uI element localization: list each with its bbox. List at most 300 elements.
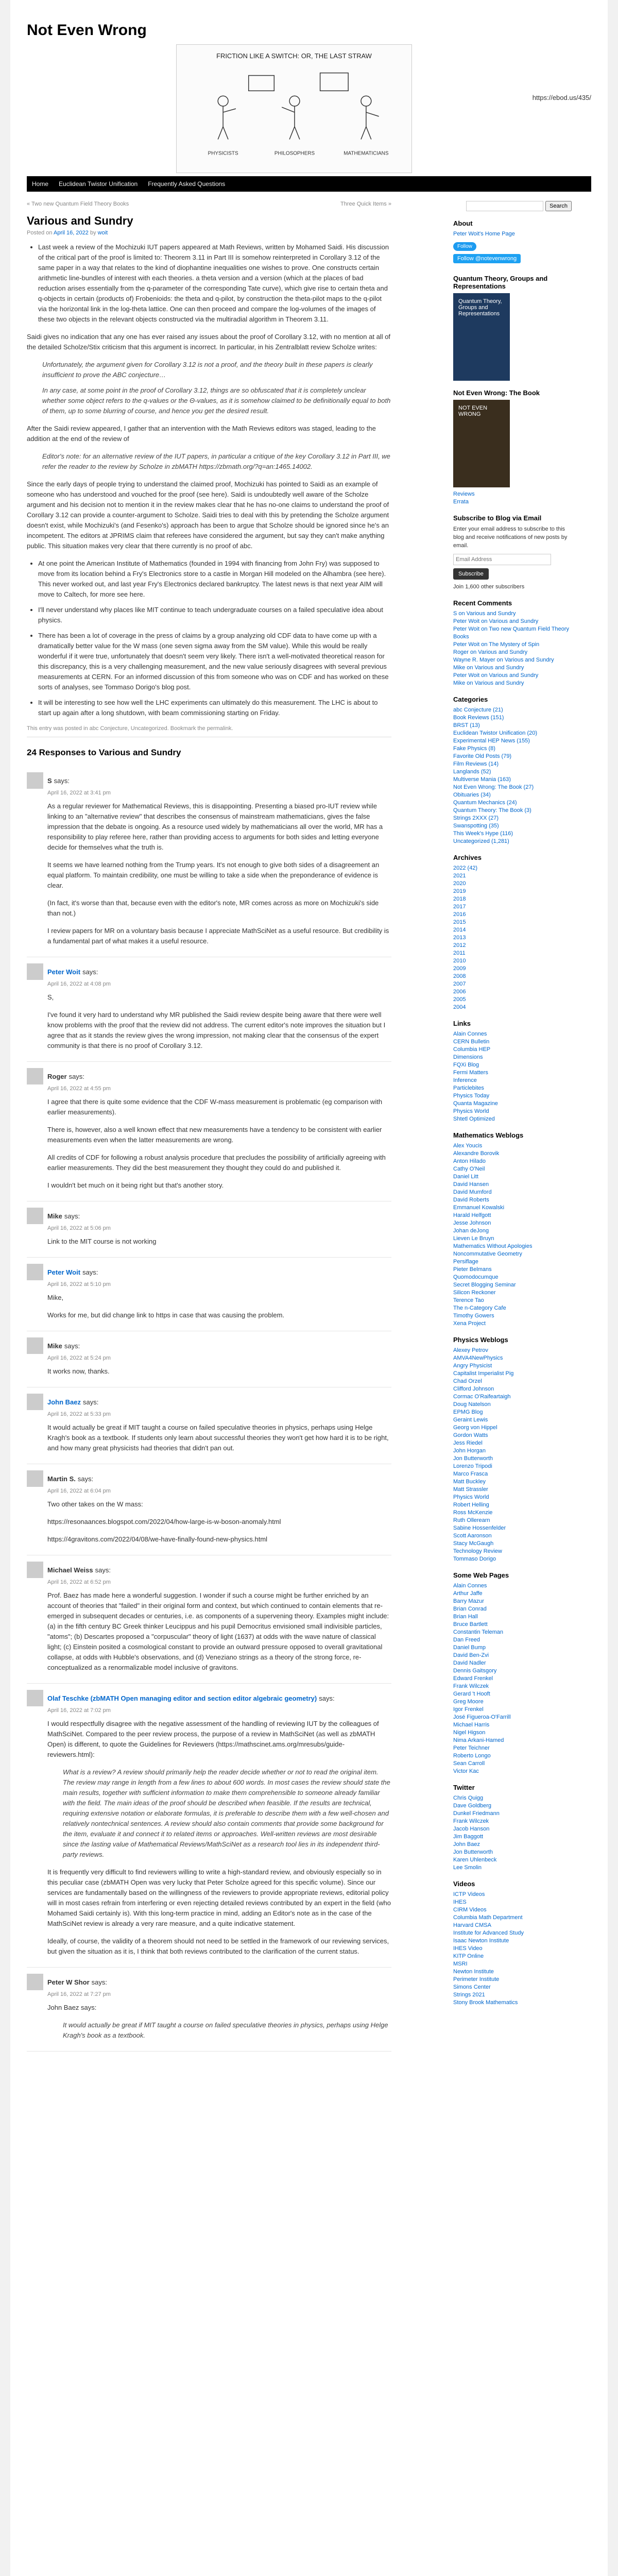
comment-date[interactable]: April 16, 2022 at 3:41 pm [47, 790, 111, 796]
comment-author[interactable]: Peter Woit [47, 1268, 81, 1276]
video-item[interactable]: ICTP Videos [453, 1891, 485, 1897]
physics-weblog-item[interactable]: Capitalist Imperialist Pig [453, 1370, 514, 1377]
archive-item[interactable]: 2011 [453, 950, 466, 956]
math-weblog-item[interactable]: Emmanuel Kowalski [453, 1205, 505, 1211]
recent-comment-item[interactable]: Roger on Various and Sundry [453, 649, 528, 655]
archive-item[interactable]: 2016 [453, 911, 466, 918]
recent-comment-item[interactable]: Peter Woit on Various and Sundry [453, 672, 539, 679]
physics-weblog-item[interactable]: Doug Natelson [453, 1401, 491, 1408]
comment-author[interactable]: Olaf Teschke (zbMATH Open managing editor and section editor algebraic geometry) [47, 1694, 317, 1702]
category-item[interactable]: Strings 2XXX (27) [453, 815, 499, 821]
subscribe-button[interactable]: Subscribe [453, 568, 489, 580]
math-weblog-item[interactable]: Lieven Le Bruyn [453, 1235, 494, 1242]
avatar [27, 1562, 43, 1578]
twitter-item[interactable]: Lee Smolin [453, 1865, 482, 1871]
comment-header [27, 1470, 391, 1487]
math-weblog-item[interactable]: Terence Tao [453, 1297, 484, 1303]
physics-weblog-item[interactable]: EPMG Blog [453, 1409, 483, 1415]
recent-comment-item[interactable]: S on Various and Sundry [453, 611, 516, 617]
comment-says: says: [83, 1398, 99, 1406]
archive-item[interactable]: 2010 [453, 958, 466, 964]
site-title[interactable]: Not Even Wrong [27, 22, 147, 39]
web-page-item[interactable]: Michael Harris [453, 1722, 490, 1728]
comment-header [27, 963, 391, 980]
category-item[interactable]: Quantum Mechanics (24) [453, 800, 517, 806]
archive-item[interactable]: 2013 [453, 935, 466, 941]
video-item[interactable]: Newton Institute [453, 1969, 494, 1975]
book2-title[interactable]: Not Even Wrong: The Book [453, 389, 540, 397]
physics-weblog-item[interactable]: Gordon Watts [453, 1432, 488, 1438]
math-weblog-item[interactable]: David Hansen [453, 1181, 489, 1188]
archive-item[interactable]: 2006 [453, 989, 466, 995]
video-item[interactable]: IHES [453, 1899, 467, 1905]
video-item[interactable]: Perimeter Institute [453, 1976, 500, 1982]
physics-weblog-item[interactable]: Georg von Hippel [453, 1425, 497, 1431]
comment-date[interactable]: April 16, 2022 at 7:27 pm [47, 1991, 111, 1997]
web-page-item[interactable]: Gerard 't Hooft [453, 1691, 490, 1697]
web-page-item[interactable]: David Ben-Zvi [453, 1652, 489, 1658]
archive-item[interactable]: 2022 (42) [453, 865, 478, 871]
math-weblog-item[interactable]: Quomodocumque [453, 1274, 499, 1280]
web-page-item[interactable]: Greg Moore [453, 1699, 484, 1705]
book1-title[interactable]: Quantum Theory, Groups and Representations [453, 275, 548, 290]
comment-body [47, 1499, 391, 1545]
archive-item[interactable]: 2005 [453, 996, 466, 1003]
comment-says: says: [64, 1212, 80, 1220]
nav-euclidean-twistor[interactable]: Euclidean Twistor Unification [59, 180, 138, 188]
link-item[interactable]: Alain Connes [453, 1031, 487, 1037]
archive-item[interactable]: 2019 [453, 888, 466, 894]
category-item[interactable]: BRST (13) [453, 722, 480, 728]
comment-date[interactable]: April 16, 2022 at 5:06 pm [47, 1225, 111, 1231]
video-item[interactable]: Harvard CMSA [453, 1922, 491, 1928]
web-page-item[interactable]: Alain Connes [453, 1583, 487, 1589]
physics-weblog-item[interactable]: Chad Orzel [453, 1378, 482, 1384]
book2-cover[interactable]: NOT EVEN WRONG [453, 400, 510, 487]
comment-header [27, 1337, 391, 1354]
web-page-item[interactable]: Arthur Jaffe [453, 1590, 483, 1597]
twitter-item[interactable]: Jim Baggott [453, 1834, 484, 1840]
web-pages-list [453, 1582, 572, 1775]
link-item[interactable]: Dimensions [453, 1054, 483, 1060]
comment-date[interactable]: April 16, 2022 at 4:55 pm [47, 1086, 111, 1092]
avatar [27, 963, 43, 980]
web-page-item[interactable]: Victor Kac [453, 1768, 479, 1774]
subscribe-text: Enter your email address to subscribe to this blog and receive notifications of new posts by email. [453, 526, 568, 549]
physics-weblog-item[interactable]: Jess Riedel [453, 1440, 483, 1446]
comment-list [27, 766, 391, 2052]
category-item[interactable]: Swanspotting (35) [453, 823, 499, 829]
video-item[interactable]: Strings 2021 [453, 1992, 485, 1998]
physics-weblog-item[interactable]: Tommaso Dorigo [453, 1556, 496, 1562]
category-item[interactable]: Book Reviews (151) [453, 715, 504, 721]
next-post-link[interactable]: Three Quick Items » [340, 201, 391, 207]
math-weblog-item[interactable]: Pieter Belmans [453, 1266, 492, 1273]
physics-weblog-item[interactable]: Scott Aaronson [453, 1533, 492, 1539]
comment-date[interactable]: April 16, 2022 at 6:04 pm [47, 1488, 111, 1494]
comment-author: Roger [47, 1072, 67, 1080]
svg-text:PHYSICISTS: PHYSICISTS [208, 150, 238, 157]
math-weblog-item[interactable]: Jesse Johnson [453, 1220, 491, 1226]
comment-date[interactable]: April 16, 2022 at 4:08 pm [47, 981, 111, 987]
comment-quote: What is a review? A review should primarily help the reader decide whether or not to read the original item. The review may range in length from a few lines to about 600 words. In most cases the review should state the main results, together with sufficient information to make them comprehensible to someone already familiar with the field. The main ideas of the proof should be described when feasible. If the results are technical, requiring extensive notation or elaborate formulas, it is preferable to describe them with a few well-chosen and relatively nontechnical sentences. A review should also contain comments that provide some background for the item, evaluate it and connect it to related items or approaches. Well-written reviews are most desirable since the lasting value of Mathematical Reviews/MathSciNet as a research tool lies in its independent third-party reviews. [63, 1768, 390, 1858]
category-item[interactable]: Fake Physics (8) [453, 745, 495, 752]
link-item[interactable]: Inference [453, 1077, 477, 1083]
math-weblogs-title: Mathematics Weblogs [453, 1131, 524, 1139]
comment-says: says: [68, 1072, 84, 1080]
link-item[interactable]: CERN Bulletin [453, 1039, 490, 1045]
twitter-follow-button[interactable]: Follow [453, 242, 476, 251]
physics-weblog-item[interactable]: AMVA4NewPhysics [453, 1355, 503, 1361]
subscriber-count: Join 1,600 other subscribers [453, 584, 525, 590]
comment-paragraph: (In fact, it's worse than that, because even with the editor's note, MR comes across as more on Mochizuki's side than not.) [47, 899, 379, 917]
book1-cover[interactable]: Quantum Theory, Groups and Representations [453, 293, 510, 381]
site-url[interactable]: https://ebod.us/435/ [532, 94, 591, 101]
twitter-item[interactable]: Karen Uhlenbeck [453, 1857, 497, 1863]
avatar [27, 1264, 43, 1280]
comment-paragraph: I review papers for MR on a voluntary basis because I appreciate MathSciNet as a useful resource. But credibility is a fundamental part of what makes it a useful resource. [47, 927, 389, 945]
physics-weblog-item[interactable]: Stacy McGaugh [453, 1540, 494, 1547]
comment-body [47, 1590, 391, 1673]
recent-comments-list [453, 610, 572, 687]
category-item[interactable]: Film Reviews (14) [453, 761, 499, 767]
avatar [27, 1690, 43, 1706]
physics-weblog-item[interactable]: John Horgan [453, 1448, 486, 1454]
web-page-item[interactable]: Brian Conrad [453, 1606, 487, 1612]
comment-paragraph: https://resonaances.blogspot.com/2022/04/how-large-is-w-boson-anomaly.html [47, 1518, 281, 1526]
physics-weblog-item[interactable]: Matt Buckley [453, 1479, 486, 1485]
avatar [27, 1394, 43, 1410]
list-item: • It will be interesting to see how well the LHC experiments can ultimately do this measurement. The LHC is about to start up again after a long shutdown, with beam commissioning starting on Friday. [38, 698, 391, 718]
math-weblog-item[interactable]: Silicon Reckoner [453, 1290, 496, 1296]
comment-date[interactable]: April 16, 2022 at 5:10 pm [47, 1281, 111, 1287]
web-page-item[interactable]: Dennis Gaitsgory [453, 1668, 497, 1674]
web-page-item[interactable]: Bruce Bartlett [453, 1621, 488, 1628]
comment-says: says: [82, 1268, 98, 1276]
link-item[interactable]: Particlebites [453, 1085, 484, 1091]
comment [27, 1968, 391, 2052]
list-item: • I'll never understand why places like MIT continue to teach undergraduate courses on a failed speculative idea about physics. [38, 605, 391, 625]
link-item[interactable]: Physics Today [453, 1093, 490, 1099]
sidebar [453, 201, 572, 2052]
twitter-item[interactable]: Chris Quigg [453, 1795, 484, 1801]
physics-weblog-item[interactable]: Clifford Johnson [453, 1386, 494, 1392]
comment [27, 1555, 391, 1684]
twitter-item[interactable]: Jon Butterworth [453, 1849, 493, 1855]
archive-item[interactable]: 2017 [453, 904, 466, 910]
twitter-item[interactable]: John Baez [453, 1841, 480, 1848]
recent-comment-item[interactable]: Peter Woit on The Mystery of Spin [453, 641, 540, 648]
comment-paragraph: I've found it very hard to understand why MR published the Saidi review despite being aware that there were well know problems with the proof that the review did not address. The current editor's note improves the situation but I agree that as it stands the review gives the wrong impression, not making clear that the consensus of the expert community is that there is no proof of Corollary 3.12. [47, 1011, 386, 1049]
comment-says: says: [77, 1475, 94, 1483]
comment-header [27, 1394, 391, 1410]
recent-comment-item[interactable]: Peter Woit on Various and Sundry [453, 618, 539, 624]
physics-weblog-item[interactable]: Ross McKenzie [453, 1510, 493, 1516]
comment-author[interactable]: John Baez [47, 1398, 81, 1406]
post-author-link[interactable]: woit [97, 230, 108, 236]
reviews-link[interactable]: Reviews [453, 491, 475, 497]
header [27, 44, 591, 173]
page [10, 0, 608, 2576]
post-paragraph: • Last week a review of the Mochizuki IUT papers appeared at Math Reviews, written by Mohamed Saidi. His discussion of the critical part of the proof is limited to: Theorem 3.11 in Part III is somehow reinterpreted in Corollary 3.12 of the same paper in a way that relates to the kind of diophantine inequalities one wishes to prove. One constructs certain arithmetic line-bundles of interest with each theories. a theta version and a version (which at the places of bad reduction arises essentially from the q-parameter of the corresponding Tate curve), which give rise to certain theta and q-objects in certain (products of) Frobenioids: the theta and q-pilot, by construction the theta-pilot maps to the q-pilot via the horizontal link in the log-theta lattice. One can then proceed and compare the log-volumes of the images of these two objects in the relevant objects constructed via the multiradial algorithm in Theorem 3.11. [38, 242, 391, 325]
math-weblog-item[interactable]: Anton Hilado [453, 1158, 486, 1164]
comment [27, 957, 391, 1062]
twitter-item[interactable]: Dave Goldberg [453, 1803, 491, 1809]
archive-item[interactable]: 2015 [453, 919, 466, 925]
archives-list [453, 865, 572, 1011]
about-link[interactable]: Peter Woit's Home Page [453, 231, 515, 237]
comment-says: says: [91, 1978, 107, 1986]
comment-paragraph: There is, however, also a well known effect that new measurements have a tendency to be consistent with earlier measurements even when the latter measurements are wrong. [47, 1126, 382, 1144]
video-item[interactable]: CIRM Videos [453, 1907, 487, 1913]
category-item[interactable]: Multiverse Mania (163) [453, 776, 511, 783]
post-list-top [38, 242, 391, 325]
comment-paragraph: S, [47, 993, 54, 1001]
physics-weblog-item[interactable]: Angry Physicist [453, 1363, 492, 1369]
list-item: • There has been a lot of coverage in the press of claims by a group analyzing old CDF data to have come up with a dramatically better value for the W mass (one seven sigma away from the SM value). While this would be really wonderful if it were true, unfortunately that doesn't seem very likely. There isn't a well-motivated theoretical reason for this discrepancy, this is a very challenging measurement, and the new value seriously disagrees with several previous measurements at CERN. For an informed discussion of this from someone who was on CDF and has worked on these sorts of analyses, see Tommaso Dorigo's blog post. [38, 631, 391, 692]
search-button[interactable]: Search [545, 201, 572, 211]
comment-body [47, 1236, 391, 1247]
physics-weblog-item[interactable]: Sabine Hossenfelder [453, 1525, 506, 1531]
comment-body [47, 1719, 391, 1957]
math-weblog-item[interactable]: The n-Category Cafe [453, 1305, 506, 1311]
comment-paragraph: Link to the MIT course is not working [47, 1238, 157, 1245]
comment [27, 1331, 391, 1387]
twitter-title: Twitter [453, 1784, 475, 1791]
post-paragraph: After the Saidi review appeared, I gather that an intervention with the Math Reviews editors was staged, leading to the addition at the end of the review of [27, 425, 376, 443]
twitter-list [453, 1794, 572, 1872]
web-page-item[interactable]: Nigel Higson [453, 1730, 486, 1736]
web-page-item[interactable]: Daniel Bump [453, 1645, 486, 1651]
videos-list [453, 1891, 572, 2007]
web-page-item[interactable]: Edward Frenkel [453, 1675, 493, 1682]
video-item[interactable]: Simons Center [453, 1984, 491, 1990]
comment-says: says: [82, 968, 98, 976]
subscribe-title: Subscribe to Blog via Email [453, 514, 542, 522]
recent-comment-item[interactable]: Peter Woit on Two new Quantum Field Theory Books [453, 626, 570, 640]
header-banner-cartoon [176, 44, 412, 173]
cartoon-icon [177, 45, 411, 173]
errata-link[interactable]: Errata [453, 499, 469, 505]
comment-body [47, 1293, 391, 1320]
about-title: About [453, 219, 473, 227]
follow-button[interactable]: Follow @notevenwrong [453, 254, 521, 263]
web-page-item[interactable]: Dan Freed [453, 1637, 480, 1643]
blockquote-scholze: Unfortunately, the argument given for Corollary 3.12 is not a proof, and the theory built in these papers is clearly insufficient to prove the ABC conjecture… In any case, at some point in the proof of Corollary 3.12, things are so obfuscated that it is completely unclear whether some object refers to the q-values or the Θ-values, as it is somehow claimed to be definitionally equal to both of them, up to some blurring of course, and hence you get the desired result. [42, 361, 391, 415]
math-weblog-item[interactable]: Cathy O'Neil [453, 1166, 485, 1172]
comment-date[interactable]: April 16, 2022 at 7:02 pm [47, 1707, 111, 1714]
avatar [27, 1208, 43, 1224]
category-item[interactable]: Euclidean Twistor Unification (20) [453, 730, 538, 736]
nav-home[interactable]: Home [32, 180, 49, 188]
categories-title: Categories [453, 696, 488, 703]
archive-item[interactable]: 2014 [453, 927, 466, 933]
category-item[interactable]: abc Conjecture (21) [453, 707, 503, 713]
video-item[interactable]: Institute for Advanced Study [453, 1930, 524, 1936]
category-item[interactable]: Not Even Wrong: The Book (27) [453, 784, 534, 790]
comment-paragraph: All credits of CDF for following a robust analysis procedure that precludes the possibility of artificially agreeing with earlier measurements. They did the best measurement they thought they could do and published it. [47, 1154, 386, 1172]
archives-title: Archives [453, 854, 482, 861]
video-item[interactable]: IHES Video [453, 1945, 483, 1952]
blockquote-editor-note: Editor's note: for an alternative review of the IUT papers, in particular a critique of the key Corollary 3.12 in Part III, we refer the reader to the review by Scholze in zbMATH https://zbmath.org/?q=an:1465.14002. [42, 452, 390, 470]
comment-says: says: [64, 1342, 80, 1350]
physics-weblog-item[interactable]: Alexey Petrov [453, 1347, 488, 1353]
web-pages-title: Some Web Pages [453, 1571, 509, 1579]
list-item: • At one point the American Institute of Mathematics (founded in 1994 with financing from John Fry) was supposed to move from its location behind a Fry's Electronics store to a castle in Morgan Hill modeled on the Alhambra (see here). This never worked out, and last year Fry's Electronics declared bankruptcy. The latest news is that next year AIM will move to Caltech, for more see here. [38, 558, 391, 600]
category-item[interactable]: Obituaries (34) [453, 792, 491, 798]
links-list [453, 1030, 572, 1123]
comment-header [27, 1974, 391, 1990]
math-weblog-item[interactable]: Alex Youcis [453, 1143, 483, 1149]
archive-item[interactable]: 2008 [453, 973, 466, 979]
video-item[interactable]: Stony Brook Mathematics [453, 1999, 518, 2006]
physics-weblogs-list [453, 1347, 572, 1563]
archive-item[interactable]: 2020 [453, 880, 466, 887]
link-item[interactable]: Fermi Matters [453, 1070, 488, 1076]
comment-paragraph: Works for me, but did change link to https in case that was causing the problem. [47, 1311, 285, 1319]
comment-paragraph: It seems we have learned nothing from the Trump years. It's not enough to give both sides of a disagreement an equal platform. To maintain credibility, one must be willing to take a side when the preponderance of evidence is clear. [47, 861, 380, 889]
nav-faq[interactable]: Frequently Asked Questions [148, 180, 226, 188]
recent-comment-item[interactable]: Mike on Various and Sundry [453, 665, 524, 671]
web-page-item[interactable]: Brian Hall [453, 1614, 478, 1620]
physics-weblog-item[interactable]: Matt Strassler [453, 1486, 488, 1493]
web-page-item[interactable]: Nima Arkani-Hamed [453, 1737, 504, 1743]
comment-quote: It would actually be great if MIT taught a course on failed speculative theories in physics, perhaps using Helge Kragh's book as a textbook. [63, 2021, 388, 2039]
link-item[interactable]: Shtetl Optimized [453, 1116, 495, 1122]
link-item[interactable]: Quanta Magazine [453, 1100, 498, 1107]
post-meta: Posted on April 16, 2022 by woit [27, 230, 108, 236]
link-item[interactable]: FQXi Blog [453, 1062, 479, 1068]
comment-author[interactable]: Peter Woit [47, 968, 81, 976]
math-weblog-item[interactable]: Alexandre Borovik [453, 1150, 500, 1157]
web-page-item[interactable]: Peter Teichner [453, 1745, 490, 1751]
video-item[interactable]: KITP Online [453, 1953, 484, 1959]
math-weblog-item[interactable]: Johan deJong [453, 1228, 489, 1234]
comment [27, 1387, 391, 1464]
physics-weblog-item[interactable]: Ruth Ollerearn [453, 1517, 490, 1523]
comment-paragraph: Prof. Baez has made here a wonderful suggestion. I wonder if such a course might be further enriched by an account of theories that "failed" in their original form and context, but which continued to contain elements that re-emerged in subsequent decades or centuries, i.e. as components of a supervening theory. Examples might include: (a) in the fifth century BC Greek thinker Leucippus and his pupil Democritus envisioned small indivisible particles, "atoms"; (b) Descartes proposed a "corpuscular" theory of light (1637) at odds with the wave nature of classical light; (c) Einstein posited a cosmological constant to provide an outward pressure opposed to overall gravitational collapse, at odds with Hubble's observations, and (d) Veneziano strings as a theory of the strong force, re-conceptualized as a renormalizable model inclusive of gravitons. [47, 1591, 389, 1671]
entry-footer: This entry was posted in abc Conjecture, Uncategorized. Bookmark the permalink. [27, 725, 391, 737]
web-page-item[interactable]: José Figueroa-O'Farrill [453, 1714, 511, 1720]
web-page-item[interactable]: David Nadler [453, 1660, 486, 1666]
comment [27, 1258, 391, 1331]
math-weblog-item[interactable]: Noncommutative Geometry [453, 1251, 522, 1257]
recent-comment-item[interactable]: Mike on Various and Sundry [453, 680, 524, 686]
category-item[interactable]: Favorite Old Posts (79) [453, 753, 512, 759]
math-weblogs-list [453, 1142, 572, 1328]
post-bullets [38, 558, 391, 718]
comment [27, 1684, 391, 1968]
twitter-item[interactable]: Dunkel Friedmann [453, 1810, 500, 1817]
archive-item[interactable]: 2009 [453, 965, 466, 972]
avatar [27, 1068, 43, 1084]
archive-item[interactable]: 2004 [453, 1004, 466, 1010]
comment-header [27, 1068, 391, 1084]
web-page-item[interactable]: Barry Mazur [453, 1598, 484, 1604]
physics-weblog-item[interactable]: Robert Helling [453, 1502, 489, 1508]
physics-weblogs-title: Physics Weblogs [453, 1336, 508, 1344]
web-page-item[interactable]: Roberto Longo [453, 1753, 491, 1759]
video-item[interactable]: Isaac Newton Institute [453, 1938, 509, 1944]
math-weblog-item[interactable]: Daniel Litt [453, 1174, 478, 1180]
category-item[interactable]: This Week's Hype (116) [453, 831, 513, 837]
comment [27, 1201, 391, 1258]
comment-date[interactable]: April 16, 2022 at 6:52 pm [47, 1579, 111, 1585]
twitter-item[interactable]: Frank Wilczek [453, 1818, 489, 1824]
comment-body [47, 992, 391, 1051]
archive-item[interactable]: 2021 [453, 873, 466, 879]
archive-item[interactable]: 2007 [453, 981, 466, 987]
comment-author: Michael Weiss [47, 1566, 93, 1574]
comment-paragraph: I would respectfully disagree with the negative assessment of the handling of reviewing IUT by the colleagues of MathSciNet. Compared to the peer review process, the purpose of a review in MathSciNet (as well as zbMATH Open) is different, to quote the Guidelines for Reviewers (https://mathscinet.ams.org/mresubs/guide-reviewers.html): [47, 1720, 379, 1758]
search-input[interactable] [466, 201, 543, 211]
physics-weblog-item[interactable]: Cormac O'Raifeartaigh [453, 1394, 511, 1400]
math-weblog-item[interactable]: Secret Blogging Seminar [453, 1282, 516, 1288]
video-item[interactable]: MSRI [453, 1961, 468, 1967]
comments-title: 24 Responses to Various and Sundry [27, 748, 181, 757]
archive-item[interactable]: 2012 [453, 942, 466, 948]
comment-header [27, 772, 391, 789]
comment-paragraph: It is frequently very difficult to find reviewers willing to write a high-standard review, and obviously especially so in this peculiar case (zbMATH Open was very lucky that Peter Scholze agreed for this specific volume). Since our services are fundamentally based on the willingness of the reviewers to provide appropriate reviews, editorial policy will in most cases refrain from interfering or even rejecting detailed reviews contributed by an expert in the field (who Mohamed Saidi certainly is). With this long-term practice in mind, adding an Editor's note as in the case of the MathSciNet review is already a very rare measure, and a quite indicative statement. [47, 1868, 391, 1927]
recent-comment-item[interactable]: Wayne R. Mayer on Various and Sundry [453, 657, 554, 663]
math-weblog-item[interactable]: Xena Project [453, 1320, 486, 1327]
comment-date[interactable]: April 16, 2022 at 5:24 pm [47, 1355, 111, 1361]
math-weblog-item[interactable]: Timothy Gowers [453, 1313, 494, 1319]
svg-text:MATHEMATICIANS: MATHEMATICIANS [344, 150, 389, 157]
physics-weblog-item[interactable]: Lorenzo Tripodi [453, 1463, 492, 1469]
comment-header [27, 1264, 391, 1280]
link-item[interactable]: Physics World [453, 1108, 489, 1114]
math-weblog-item[interactable]: David Roberts [453, 1197, 489, 1203]
physics-weblog-item[interactable]: Technology Review [453, 1548, 502, 1554]
archive-item[interactable]: 2018 [453, 896, 466, 902]
comment-paragraph: It works now, thanks. [47, 1367, 110, 1375]
math-weblog-item[interactable]: Persiflage [453, 1259, 478, 1265]
physics-weblog-item[interactable]: Physics World [453, 1494, 489, 1500]
comment-body [47, 2003, 391, 2041]
twitter-item[interactable]: Jacob Hanson [453, 1826, 490, 1832]
comment [27, 1464, 391, 1555]
category-item[interactable]: Uncategorized (1,281) [453, 838, 509, 844]
search-form [453, 201, 572, 211]
comment-paragraph: https://4gravitons.com/2022/04/08/we-have-finally-found-new-physics.html [47, 1535, 268, 1543]
category-item[interactable]: Langlands (52) [453, 769, 491, 775]
post-date-link[interactable]: April 16, 2022 [54, 230, 89, 236]
physics-weblog-item[interactable]: Jon Butterworth [453, 1455, 493, 1462]
math-weblog-item[interactable]: David Mumford [453, 1189, 492, 1195]
link-item[interactable]: Columbia HEP [453, 1046, 491, 1053]
web-page-item[interactable]: Igor Frenkel [453, 1706, 484, 1713]
video-item[interactable]: Columbia Math Department [453, 1914, 523, 1921]
web-page-item[interactable]: Constantin Teleman [453, 1629, 504, 1635]
math-weblog-item[interactable]: Harald Helfgott [453, 1212, 491, 1218]
post-paragraph: Saidi gives no indication that any one has ever raised any issues about the proof of Corollary 3.12, with no mention at all of the detailed Scholze/Stix criticism that this argument is incorrect. In particular, in his Zentralblatt review Scholze writes: [27, 333, 391, 351]
physics-weblog-item[interactable]: Geraint Lewis [453, 1417, 488, 1423]
comment [27, 766, 391, 957]
web-page-item[interactable]: Frank Wilczek [453, 1683, 489, 1689]
web-page-item[interactable]: Sean Carroll [453, 1760, 485, 1767]
comment-date[interactable]: April 16, 2022 at 5:33 pm [47, 1411, 111, 1417]
prev-post-link[interactable]: « Two new Quantum Field Theory Books [27, 201, 129, 207]
math-weblog-item[interactable]: Mathematics Without Apologies [453, 1243, 533, 1249]
avatar [27, 1974, 43, 1990]
email-field[interactable] [453, 554, 551, 565]
physics-weblog-item[interactable]: Marco Frasca [453, 1471, 488, 1477]
category-item[interactable]: Experimental HEP News (155) [453, 738, 530, 744]
comment-author: S [47, 776, 52, 785]
comment-author: Mike [47, 1212, 62, 1220]
category-item[interactable]: Quantum Theory: The Book (3) [453, 807, 531, 814]
